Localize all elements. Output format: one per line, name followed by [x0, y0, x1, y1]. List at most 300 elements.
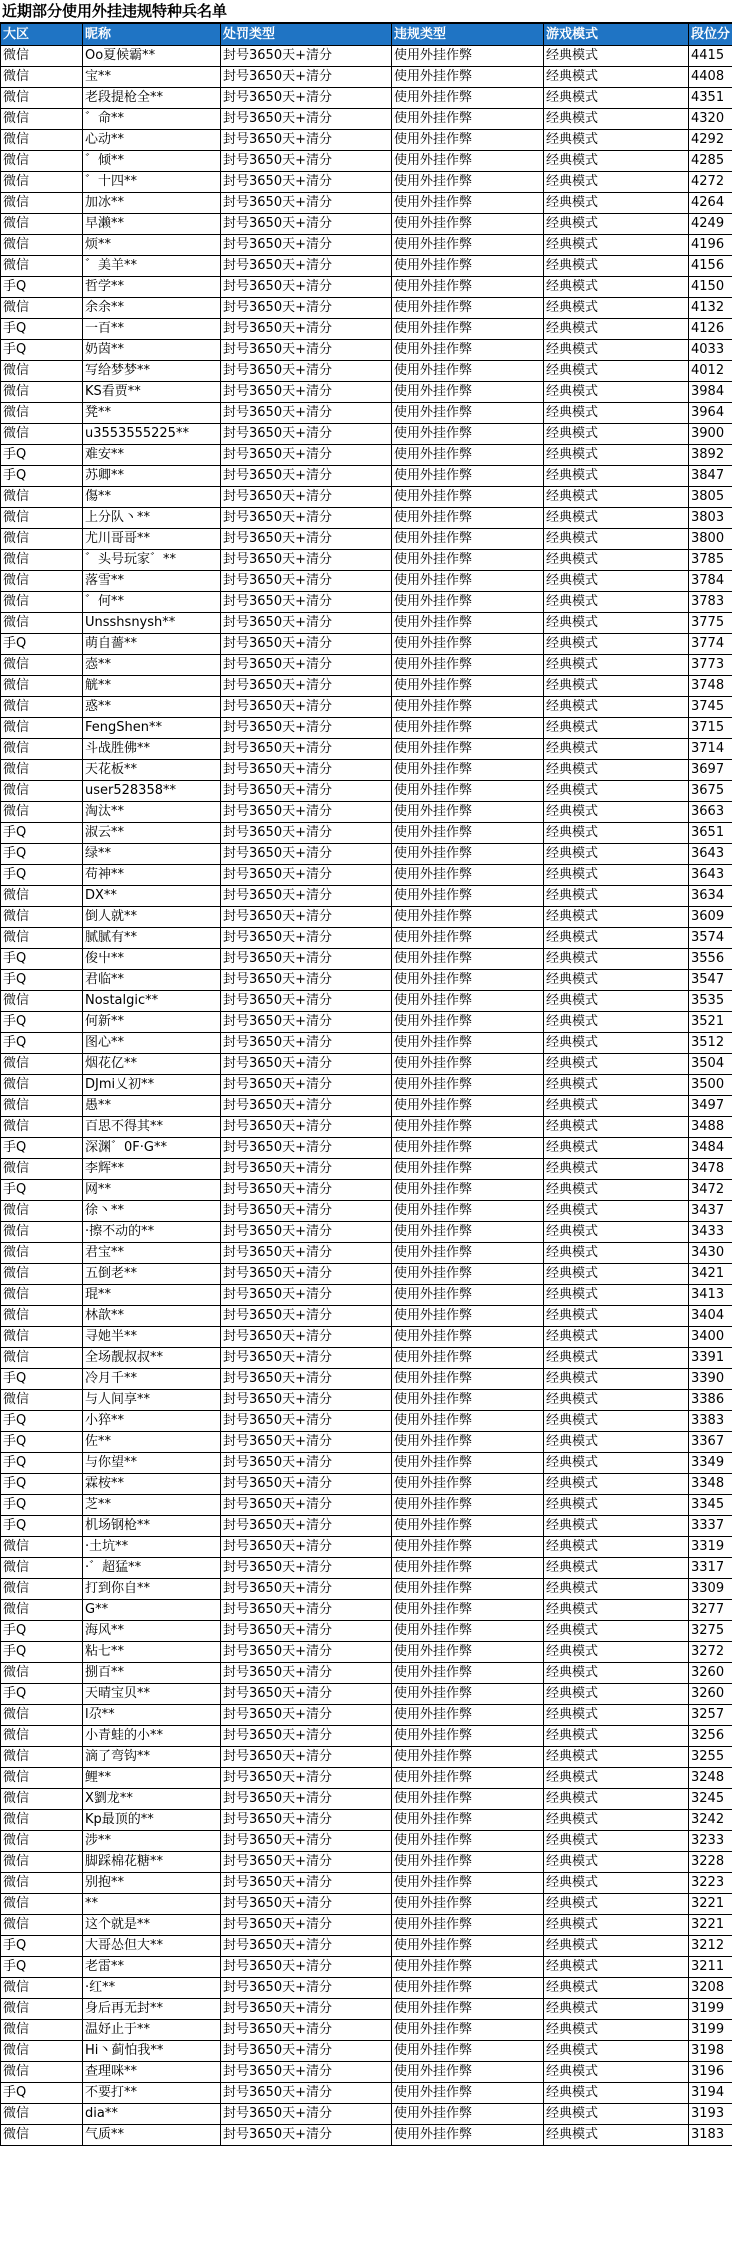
- mode-cell: 经典模式: [544, 1201, 689, 1222]
- nickname-cell: 加冰**: [83, 193, 221, 214]
- score-cell: 3697: [689, 760, 732, 781]
- table-row: [1, 823, 732, 844]
- violation-cell: 使用外挂作弊: [392, 1180, 544, 1201]
- mode-cell: 经典模式: [544, 1012, 689, 1033]
- header-nickname: 昵称: [83, 24, 221, 46]
- score-cell: 3433: [689, 1222, 732, 1243]
- table-row: [1, 1516, 732, 1537]
- penalty-cell: 封号3650天+清分: [221, 403, 392, 424]
- table-row: [1, 2083, 732, 2104]
- mode-cell: 经典模式: [544, 886, 689, 907]
- mode-cell: 经典模式: [544, 424, 689, 445]
- penalty-cell: 封号3650天+清分: [221, 1180, 392, 1201]
- penalty-cell: 封号3650天+清分: [221, 193, 392, 214]
- region-cell: 微信: [1, 487, 83, 508]
- region-cell: 微信: [1, 1243, 83, 1264]
- table-row: [1, 613, 732, 634]
- violation-cell: 使用外挂作弊: [392, 1831, 544, 1852]
- table-row: [1, 277, 732, 298]
- violation-cell: 使用外挂作弊: [392, 172, 544, 193]
- table-row: [1, 1222, 732, 1243]
- mode-cell: 经典模式: [544, 823, 689, 844]
- table-row: [1, 1390, 732, 1411]
- mode-cell: 经典模式: [544, 403, 689, 424]
- penalty-cell: 封号3650天+清分: [221, 2020, 392, 2041]
- mode-cell: 经典模式: [544, 2104, 689, 2125]
- score-cell: 3196: [689, 2062, 732, 2083]
- violation-cell: 使用外挂作弊: [392, 466, 544, 487]
- nickname-cell: 天花板**: [83, 760, 221, 781]
- violation-cell: 使用外挂作弊: [392, 823, 544, 844]
- region-cell: 手Q: [1, 277, 83, 298]
- mode-cell: 经典模式: [544, 613, 689, 634]
- table-row: [1, 739, 732, 760]
- nickname-cell: Oo夏候霸**: [83, 46, 221, 67]
- score-cell: 3345: [689, 1495, 732, 1516]
- mode-cell: 经典模式: [544, 1873, 689, 1894]
- region-cell: 微信: [1, 256, 83, 277]
- table-row: [1, 781, 732, 802]
- score-cell: 3404: [689, 1306, 732, 1327]
- violation-cell: 使用外挂作弊: [392, 1726, 544, 1747]
- violation-cell: 使用外挂作弊: [392, 1327, 544, 1348]
- mode-cell: 经典模式: [544, 1726, 689, 1747]
- nickname-cell: 烦**: [83, 235, 221, 256]
- mode-cell: 经典模式: [544, 361, 689, 382]
- nickname-cell: 寻她半**: [83, 1327, 221, 1348]
- penalty-cell: 封号3650天+清分: [221, 1453, 392, 1474]
- nickname-cell: ·土坑**: [83, 1537, 221, 1558]
- region-cell: 微信: [1, 298, 83, 319]
- region-cell: 手Q: [1, 445, 83, 466]
- header-row: [1, 24, 732, 46]
- violation-cell: 使用外挂作弊: [392, 508, 544, 529]
- table-row: [1, 130, 732, 151]
- region-cell: 微信: [1, 1537, 83, 1558]
- nickname-cell: 一百**: [83, 319, 221, 340]
- penalty-cell: 封号3650天+清分: [221, 2125, 392, 2146]
- penalty-cell: 封号3650天+清分: [221, 1936, 392, 1957]
- penalty-cell: 封号3650天+清分: [221, 1810, 392, 1831]
- mode-cell: 经典模式: [544, 529, 689, 550]
- score-cell: 3256: [689, 1726, 732, 1747]
- table-row: [1, 1663, 732, 1684]
- penalty-cell: 封号3650天+清分: [221, 970, 392, 991]
- mode-cell: 经典模式: [544, 508, 689, 529]
- penalty-cell: 封号3650天+清分: [221, 1474, 392, 1495]
- table-row: [1, 1915, 732, 1936]
- score-cell: 4292: [689, 130, 732, 151]
- violation-cell: 使用外挂作弊: [392, 67, 544, 88]
- mode-cell: 经典模式: [544, 1621, 689, 1642]
- score-cell: 3500: [689, 1075, 732, 1096]
- penalty-cell: 封号3650天+清分: [221, 424, 392, 445]
- mode-cell: 经典模式: [544, 928, 689, 949]
- table-row: [1, 970, 732, 991]
- region-cell: 微信: [1, 1306, 83, 1327]
- nickname-cell: l尕**: [83, 1705, 221, 1726]
- table-row: [1, 1075, 732, 1096]
- mode-cell: 经典模式: [544, 235, 689, 256]
- nickname-cell: 写给梦梦**: [83, 361, 221, 382]
- region-cell: 微信: [1, 1579, 83, 1600]
- penalty-cell: 封号3650天+清分: [221, 1558, 392, 1579]
- nickname-cell: 佐**: [83, 1432, 221, 1453]
- score-cell: 3211: [689, 1957, 732, 1978]
- table-row: [1, 1327, 732, 1348]
- nickname-cell: ゛十四**: [83, 172, 221, 193]
- region-cell: 手Q: [1, 1432, 83, 1453]
- mode-cell: 经典模式: [544, 865, 689, 886]
- table-row: [1, 1831, 732, 1852]
- mode-cell: 经典模式: [544, 46, 689, 67]
- mode-cell: 经典模式: [544, 760, 689, 781]
- region-cell: 微信: [1, 1894, 83, 1915]
- region-cell: 微信: [1, 1747, 83, 1768]
- penalty-cell: 封号3650天+清分: [221, 1768, 392, 1789]
- nickname-cell: 绿**: [83, 844, 221, 865]
- score-cell: 3255: [689, 1747, 732, 1768]
- score-cell: 3634: [689, 886, 732, 907]
- region-cell: 手Q: [1, 1495, 83, 1516]
- mode-cell: 经典模式: [544, 1285, 689, 1306]
- score-cell: 3651: [689, 823, 732, 844]
- penalty-cell: 封号3650天+清分: [221, 1285, 392, 1306]
- violation-cell: 使用外挂作弊: [392, 760, 544, 781]
- mode-cell: 经典模式: [544, 445, 689, 466]
- mode-cell: 经典模式: [544, 487, 689, 508]
- region-cell: 微信: [1, 886, 83, 907]
- violation-cell: 使用外挂作弊: [392, 529, 544, 550]
- score-cell: 4408: [689, 67, 732, 88]
- mode-cell: 经典模式: [544, 739, 689, 760]
- mode-cell: 经典模式: [544, 1537, 689, 1558]
- region-cell: 微信: [1, 1873, 83, 1894]
- mode-cell: 经典模式: [544, 1075, 689, 1096]
- nickname-cell: 林歆**: [83, 1306, 221, 1327]
- violation-cell: 使用外挂作弊: [392, 403, 544, 424]
- table-row: [1, 1285, 732, 1306]
- violation-cell: 使用外挂作弊: [392, 1348, 544, 1369]
- region-cell: 微信: [1, 172, 83, 193]
- score-cell: 4012: [689, 361, 732, 382]
- mode-cell: 经典模式: [544, 697, 689, 718]
- region-cell: 手Q: [1, 844, 83, 865]
- region-cell: 手Q: [1, 634, 83, 655]
- score-cell: 3245: [689, 1789, 732, 1810]
- penalty-cell: 封号3650天+清分: [221, 1390, 392, 1411]
- penalty-cell: 封号3650天+清分: [221, 1348, 392, 1369]
- violation-cell: 使用外挂作弊: [392, 1978, 544, 1999]
- nickname-cell: 老段提枪全**: [83, 88, 221, 109]
- mode-cell: 经典模式: [544, 319, 689, 340]
- table-row: [1, 109, 732, 130]
- score-cell: 3390: [689, 1369, 732, 1390]
- table-row: [1, 634, 732, 655]
- violation-cell: 使用外挂作弊: [392, 697, 544, 718]
- header-penalty: 处罚类型: [221, 24, 392, 46]
- penalty-cell: 封号3650天+清分: [221, 466, 392, 487]
- header-mode: 游戏模式: [544, 24, 689, 46]
- nickname-cell: 宝**: [83, 67, 221, 88]
- violation-cell: 使用外挂作弊: [392, 2104, 544, 2125]
- nickname-cell: Unsshsnysh**: [83, 613, 221, 634]
- region-cell: 手Q: [1, 865, 83, 886]
- violation-cell: 使用外挂作弊: [392, 214, 544, 235]
- table-row: [1, 424, 732, 445]
- score-cell: 3714: [689, 739, 732, 760]
- nickname-cell: 滴了弯钩**: [83, 1747, 221, 1768]
- score-cell: 4126: [689, 319, 732, 340]
- mode-cell: 经典模式: [544, 1810, 689, 1831]
- score-cell: 3272: [689, 1642, 732, 1663]
- penalty-cell: 封号3650天+清分: [221, 676, 392, 697]
- score-cell: 4351: [689, 88, 732, 109]
- region-cell: 微信: [1, 109, 83, 130]
- violation-cell: 使用外挂作弊: [392, 1453, 544, 1474]
- penalty-cell: 封号3650天+清分: [221, 907, 392, 928]
- nickname-cell: 何新**: [83, 1012, 221, 1033]
- region-cell: 微信: [1, 991, 83, 1012]
- nickname-cell: ·擦不动的**: [83, 1222, 221, 1243]
- region-cell: 微信: [1, 1999, 83, 2020]
- table-row: [1, 1180, 732, 1201]
- region-cell: 微信: [1, 1159, 83, 1180]
- violation-cell: 使用外挂作弊: [392, 1747, 544, 1768]
- table-row: [1, 697, 732, 718]
- nickname-cell: 琨**: [83, 1285, 221, 1306]
- nickname-cell: 小青蛙的小**: [83, 1726, 221, 1747]
- violation-cell: 使用外挂作弊: [392, 1096, 544, 1117]
- violation-cell: 使用外挂作弊: [392, 592, 544, 613]
- table-row: [1, 844, 732, 865]
- nickname-cell: 凳**: [83, 403, 221, 424]
- score-cell: 3574: [689, 928, 732, 949]
- mode-cell: 经典模式: [544, 1516, 689, 1537]
- table-row: [1, 193, 732, 214]
- violation-cell: 使用外挂作弊: [392, 970, 544, 991]
- violation-cell: 使用外挂作弊: [392, 88, 544, 109]
- table-row: [1, 1495, 732, 1516]
- score-cell: 3535: [689, 991, 732, 1012]
- violation-cell: 使用外挂作弊: [392, 1222, 544, 1243]
- penalty-cell: 封号3650天+清分: [221, 109, 392, 130]
- score-cell: 3892: [689, 445, 732, 466]
- region-cell: 微信: [1, 1075, 83, 1096]
- score-cell: 3221: [689, 1915, 732, 1936]
- table-row: [1, 592, 732, 613]
- region-cell: 微信: [1, 1768, 83, 1789]
- score-cell: 3900: [689, 424, 732, 445]
- mode-cell: 经典模式: [544, 1684, 689, 1705]
- score-cell: 3484: [689, 1138, 732, 1159]
- penalty-cell: 封号3650天+清分: [221, 361, 392, 382]
- mode-cell: 经典模式: [544, 277, 689, 298]
- mode-cell: 经典模式: [544, 2041, 689, 2062]
- region-cell: 微信: [1, 529, 83, 550]
- violation-cell: 使用外挂作弊: [392, 1621, 544, 1642]
- nickname-cell: 气质**: [83, 2125, 221, 2146]
- region-cell: 微信: [1, 46, 83, 67]
- violation-cell: 使用外挂作弊: [392, 1243, 544, 1264]
- violation-cell: 使用外挂作弊: [392, 1663, 544, 1684]
- table-row: [1, 1033, 732, 1054]
- region-cell: 微信: [1, 1348, 83, 1369]
- table-row: [1, 1579, 732, 1600]
- score-cell: 3257: [689, 1705, 732, 1726]
- nickname-cell: 机场钢枪**: [83, 1516, 221, 1537]
- nickname-cell: 傷**: [83, 487, 221, 508]
- mode-cell: 经典模式: [544, 151, 689, 172]
- score-cell: 3785: [689, 550, 732, 571]
- nickname-cell: ゛何**: [83, 592, 221, 613]
- header-violation: 违规类型: [392, 24, 544, 46]
- nickname-cell: 与你望**: [83, 1453, 221, 1474]
- nickname-cell: user528358**: [83, 781, 221, 802]
- region-cell: 手Q: [1, 1138, 83, 1159]
- violation-cell: 使用外挂作弊: [392, 1537, 544, 1558]
- mode-cell: 经典模式: [544, 1033, 689, 1054]
- region-cell: 微信: [1, 235, 83, 256]
- table-row: [1, 2125, 732, 2146]
- mode-cell: 经典模式: [544, 109, 689, 130]
- mode-cell: 经典模式: [544, 1600, 689, 1621]
- violation-cell: 使用外挂作弊: [392, 949, 544, 970]
- penalty-cell: 封号3650天+清分: [221, 1852, 392, 1873]
- penalty-cell: 封号3650天+清分: [221, 718, 392, 739]
- penalty-cell: 封号3650天+清分: [221, 1684, 392, 1705]
- penalty-cell: 封号3650天+清分: [221, 928, 392, 949]
- nickname-cell: 粘七**: [83, 1642, 221, 1663]
- violation-cell: 使用外挂作弊: [392, 571, 544, 592]
- violation-cell: 使用外挂作弊: [392, 1432, 544, 1453]
- nickname-cell: 俊屮**: [83, 949, 221, 970]
- violation-cell: 使用外挂作弊: [392, 361, 544, 382]
- region-cell: 微信: [1, 802, 83, 823]
- nickname-cell: ゛美羊**: [83, 256, 221, 277]
- mode-cell: 经典模式: [544, 1642, 689, 1663]
- score-cell: 3223: [689, 1873, 732, 1894]
- penalty-cell: 封号3650天+清分: [221, 487, 392, 508]
- nickname-cell: 与人间享**: [83, 1390, 221, 1411]
- penalty-cell: 封号3650天+清分: [221, 1243, 392, 1264]
- region-cell: 手Q: [1, 1642, 83, 1663]
- mode-cell: 经典模式: [544, 1306, 689, 1327]
- region-cell: 手Q: [1, 1369, 83, 1390]
- violation-cell: 使用外挂作弊: [392, 1915, 544, 1936]
- violation-cell: 使用外挂作弊: [392, 550, 544, 571]
- region-cell: 微信: [1, 424, 83, 445]
- penalty-cell: 封号3650天+清分: [221, 550, 392, 571]
- score-cell: 3609: [689, 907, 732, 928]
- nickname-cell: 早濑**: [83, 214, 221, 235]
- score-cell: 4132: [689, 298, 732, 319]
- nickname-cell: 苏卿**: [83, 466, 221, 487]
- table-row: [1, 403, 732, 424]
- region-cell: 微信: [1, 2020, 83, 2041]
- violation-cell: 使用外挂作弊: [392, 1810, 544, 1831]
- table-row: [1, 886, 732, 907]
- penalty-cell: 封号3650天+清分: [221, 1075, 392, 1096]
- region-cell: 手Q: [1, 1474, 83, 1495]
- mode-cell: 经典模式: [544, 1222, 689, 1243]
- nickname-cell: 腻腻有**: [83, 928, 221, 949]
- table-row: [1, 949, 732, 970]
- penalty-cell: 封号3650天+清分: [221, 1033, 392, 1054]
- score-cell: 3784: [689, 571, 732, 592]
- mode-cell: 经典模式: [544, 2083, 689, 2104]
- penalty-cell: 封号3650天+清分: [221, 1579, 392, 1600]
- violation-cell: 使用外挂作弊: [392, 1852, 544, 1873]
- region-cell: 微信: [1, 151, 83, 172]
- mode-cell: 经典模式: [544, 550, 689, 571]
- table-body: [1, 46, 732, 2146]
- mode-cell: 经典模式: [544, 172, 689, 193]
- nickname-cell: ·゛超猛**: [83, 1558, 221, 1579]
- score-cell: 3337: [689, 1516, 732, 1537]
- penalty-cell: 封号3650天+清分: [221, 319, 392, 340]
- region-cell: 微信: [1, 1663, 83, 1684]
- table-row: [1, 256, 732, 277]
- table-row: [1, 46, 732, 67]
- violation-cell: 使用外挂作弊: [392, 1579, 544, 1600]
- header-score: 段位分: [689, 24, 732, 46]
- mode-cell: 经典模式: [544, 88, 689, 109]
- region-cell: 微信: [1, 1201, 83, 1222]
- score-cell: 3208: [689, 1978, 732, 1999]
- mode-cell: 经典模式: [544, 298, 689, 319]
- violation-cell: 使用外挂作弊: [392, 1894, 544, 1915]
- score-cell: 3663: [689, 802, 732, 823]
- violation-cell: 使用外挂作弊: [392, 1684, 544, 1705]
- violation-cell: 使用外挂作弊: [392, 130, 544, 151]
- table-row: [1, 1264, 732, 1285]
- score-cell: 3421: [689, 1264, 732, 1285]
- penalty-cell: 封号3650天+清分: [221, 844, 392, 865]
- penalty-cell: 封号3650天+清分: [221, 1705, 392, 1726]
- penalty-cell: 封号3650天+清分: [221, 1894, 392, 1915]
- mode-cell: 经典模式: [544, 1768, 689, 1789]
- violation-cell: 使用外挂作弊: [392, 1075, 544, 1096]
- score-cell: 3643: [689, 865, 732, 886]
- nickname-cell: ゛头号玩家゛**: [83, 550, 221, 571]
- score-cell: 3547: [689, 970, 732, 991]
- table-row: [1, 571, 732, 592]
- nickname-cell: 温妤止于**: [83, 2020, 221, 2041]
- region-cell: 微信: [1, 403, 83, 424]
- table-row: [1, 1789, 732, 1810]
- nickname-cell: 觥**: [83, 676, 221, 697]
- penalty-cell: 封号3650天+清分: [221, 1600, 392, 1621]
- sheet-title: 近期部分使用外挂违规特种兵名单: [0, 0, 732, 23]
- penalty-cell: 封号3650天+清分: [221, 298, 392, 319]
- violation-cell: 使用外挂作弊: [392, 1054, 544, 1075]
- region-cell: 微信: [1, 655, 83, 676]
- table-row: [1, 865, 732, 886]
- region-cell: 微信: [1, 1726, 83, 1747]
- penalty-cell: 封号3650天+清分: [221, 886, 392, 907]
- mode-cell: 经典模式: [544, 1327, 689, 1348]
- table-row: [1, 1600, 732, 1621]
- nickname-cell: G**: [83, 1600, 221, 1621]
- score-cell: 3242: [689, 1810, 732, 1831]
- region-cell: 手Q: [1, 1180, 83, 1201]
- violation-cell: 使用外挂作弊: [392, 1012, 544, 1033]
- nickname-cell: Hi丶蓟怕我**: [83, 2041, 221, 2062]
- nickname-cell: DX**: [83, 886, 221, 907]
- table-row: [1, 382, 732, 403]
- score-cell: 3748: [689, 676, 732, 697]
